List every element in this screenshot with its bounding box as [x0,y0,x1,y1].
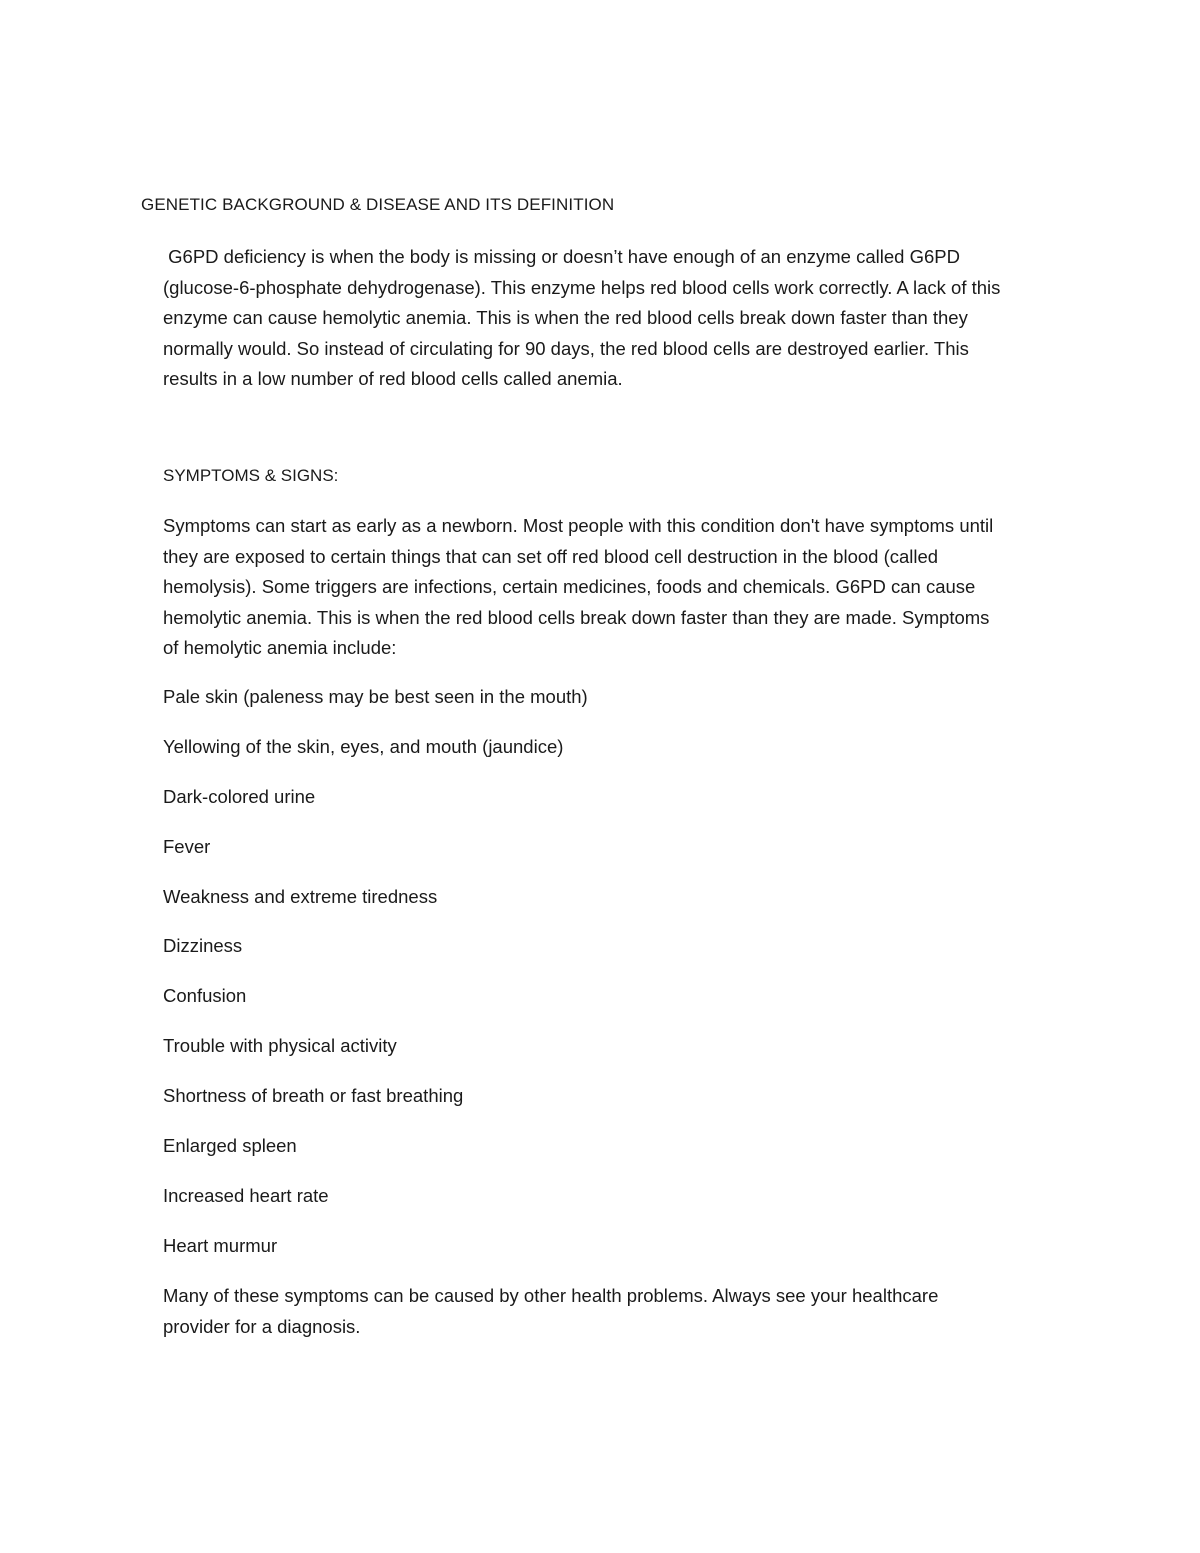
paragraph-line: G6PD deficiency is when the body is missing or doesn’t have enough of an enzyme called G6PD [163,246,960,267]
paragraph-line: they are exposed to certain things that can set off red blood cell destruction in the blood (called [163,545,939,567]
symptom-item: Enlarged spleen [163,1135,297,1157]
paragraph-line: of hemolytic anemia include: [163,637,397,658]
symptom-item: Dark-colored urine [163,785,316,807]
section-heading-genetic-background: GENETIC BACKGROUND & DISEASE AND ITS DEFINITION [141,195,615,214]
symptoms-list [163,683,588,1282]
closing-paragraph [163,1281,1068,1342]
symptom-item: Pale skin (paleness may be best seen in the mouth) [163,686,588,707]
symptom-item: Weakness and extreme tiredness [163,885,438,907]
symptom-item: Trouble with physical activity [163,1035,397,1057]
paragraph-line: normally would. So instead of circulating for 90 days, the red blood cells are destroyed earlier. This [163,337,969,359]
paragraph-line: provider for a diagnosis. [163,1315,361,1337]
paragraph-line: enzyme can cause hemolytic anemia. This is when the red blood cells break down faster than they [163,307,968,328]
paragraph-line: Many of these symptoms can be caused by other health problems. Always see your healthcare [163,1285,939,1306]
paragraph-line: hemolytic anemia. This is when the red blood cells break down faster than they are made. Symptoms [163,606,990,628]
symptom-item: Confusion [163,985,247,1007]
paragraph-line: Symptoms can start as early as a newborn. Most people with this condition don't have symptoms until [163,515,994,536]
symptom-item: Dizziness [163,935,243,957]
paragraph-line: results in a low number of red blood cells called anemia. [163,368,623,389]
symptom-item: Yellowing of the skin, eyes, and mouth (jaundice) [163,735,564,757]
definition-paragraph [163,242,1068,395]
paragraph-line: (glucose-6-phosphate dehydrogenase). This enzyme helps red blood cells work correctly. A lack of this [163,276,1001,298]
section-heading-symptoms: SYMPTOMS & SIGNS: [163,466,339,485]
symptoms-intro-paragraph [163,511,1068,664]
paragraph-line: hemolysis). Some triggers are infections, certain medicines, foods and chemicals. G6PD can cause [163,576,976,597]
symptom-item: Increased heart rate [163,1184,329,1206]
symptom-item: Heart murmur [163,1234,278,1256]
symptom-item: Shortness of breath or fast breathing [163,1085,464,1107]
symptom-item: Fever [163,835,211,857]
